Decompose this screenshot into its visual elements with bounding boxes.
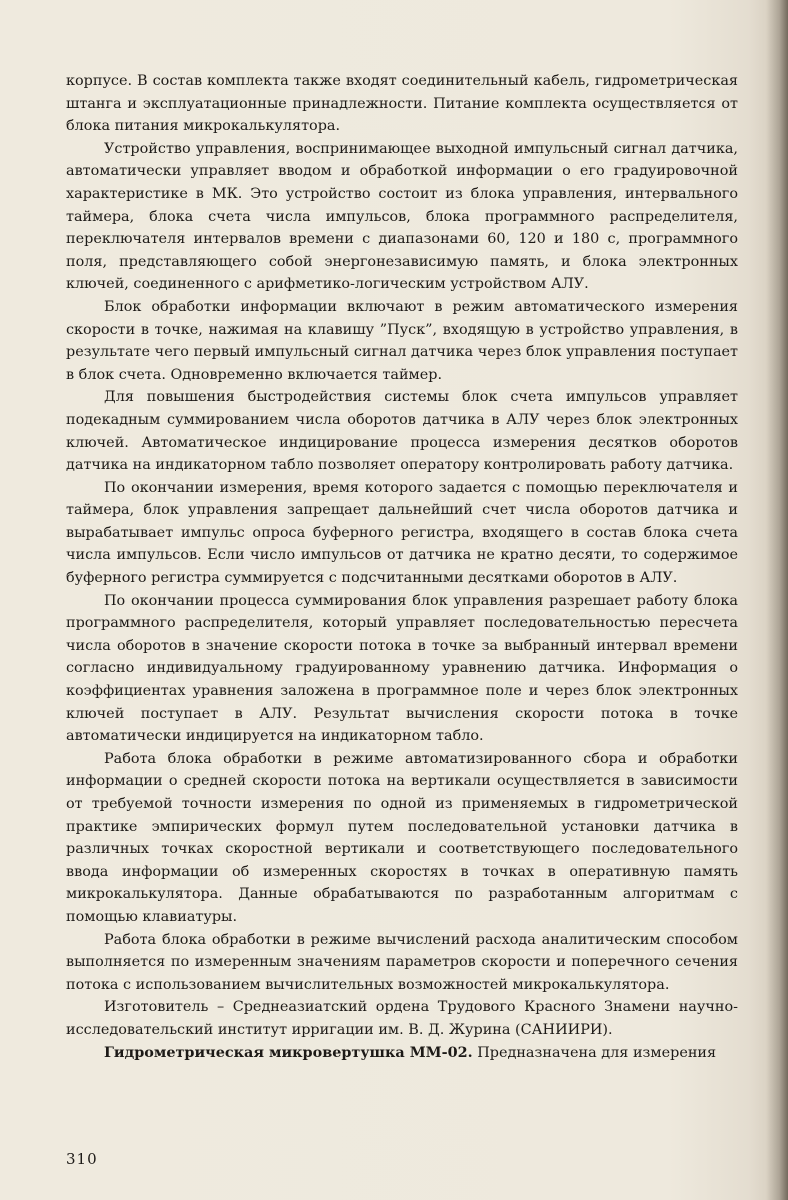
paragraph-9: Изготовитель – Среднеазиатский ордена Трудового Красного Знамени научно-исследовательский институт ирригации им. В. Д. Журина (САНИИРИ). — [66, 999, 738, 1038]
paragraph-5: По окончании измерения, время которого задается с помощью переключателя и таймера, блок управления запрещает дальнейший счет числа оборотов датчика и вырабатывает импульс опроса буферного регистра, входящего в состав блока счета числа импульсов. Если число импульсов от датчика не кратно десяти, то содержимое буферного регистра суммируется с подсчитанными десятками оборотов в АЛУ. — [66, 479, 738, 587]
paragraph-6: По окончании процесса суммирования блок управления разрешает работу блока программного распределителя, который управляет последовательностью пересчета числа оборотов в значение скорости потока в точке за выбранный интервал времени согласно индивидуальному градуированному уравнению датчика. Информация о коэффициентах уравнения заложена в программное поле и через блок электронных ключей поступает в АЛУ. Результат вычисления скорости потока в точке автоматически индицируется на индикаторном табло. — [66, 592, 738, 745]
paragraph-3: Блок обработки информации включают в режим автоматического измерения скорости в точке, нажимая на клавишу ”Пуск”, входящую в устройство управления, в результате чего первый импульсный сигнал датчика через блок управления поступает в блок счета. Одновременно включается таймер. — [66, 298, 738, 383]
page-edge-shadow — [766, 0, 788, 1200]
device-description: Предназначена для измерения — [472, 1044, 717, 1061]
body-text — [66, 70, 738, 1064]
paragraph-2: Устройство управления, воспринимающее выходной импульсный сигнал датчика, автоматически управляет вводом и обработкой информации о его градуировочной характеристике в МК. Это устройство состоит из блока управления, интервального таймера, блока счета числа импульсов, блока программного распределителя, переключателя интервалов времени с диапазонами 60, 120 и 180 с, программного поля, представляющего собой энергонезависимую память, и блока электронных ключей, соединенного с арифметико-логическим устройством АЛУ. — [66, 140, 738, 293]
paragraph-1: корпусе. В состав комплекта также входят соединительный кабель, гидрометрическая штанга и эксплуатационные принадлежности. Питание комплекта осуществляется от блока питания микрокалькулятора. — [66, 73, 738, 135]
page-number: 310 — [66, 1150, 98, 1168]
paragraph-10 — [66, 1042, 738, 1065]
paragraph-8: Работа блока обработки в режиме вычислений расхода аналитическим способом выполняется по измеренным значениям параметров скорости и поперечного сечения потока с использованием вычислительных возможностей микрокалькулятора. — [66, 931, 738, 993]
device-name-heading: Гидрометрическая микровертушка ММ-02. — [104, 1043, 473, 1061]
paragraph-7: Работа блока обработки в режиме автоматизированного сбора и обработки информации о средней скорости потока на вертикали осуществляется в зависимости от требуемой точности измерения по одной из применяемых в гидрометрической практике эмпирических формул путем последовательной установки датчика в различных точках скоростной вертикали и соответствующего последовательного ввода информации об измеренных скоростях в точках в оперативную память микрокалькулятора. Данные обрабатываются по разработанным алгоритмам с помощью клавиатуры. — [66, 750, 738, 925]
paragraph-4: Для повышения быстродействия системы блок счета импульсов управляет подекадным суммированием числа оборотов датчика в АЛУ через блок электронных ключей. Автоматическое индицирование процесса измерения десятков оборотов датчика на индикаторном табло позволяет оператору контролировать работу датчика. — [66, 389, 738, 474]
